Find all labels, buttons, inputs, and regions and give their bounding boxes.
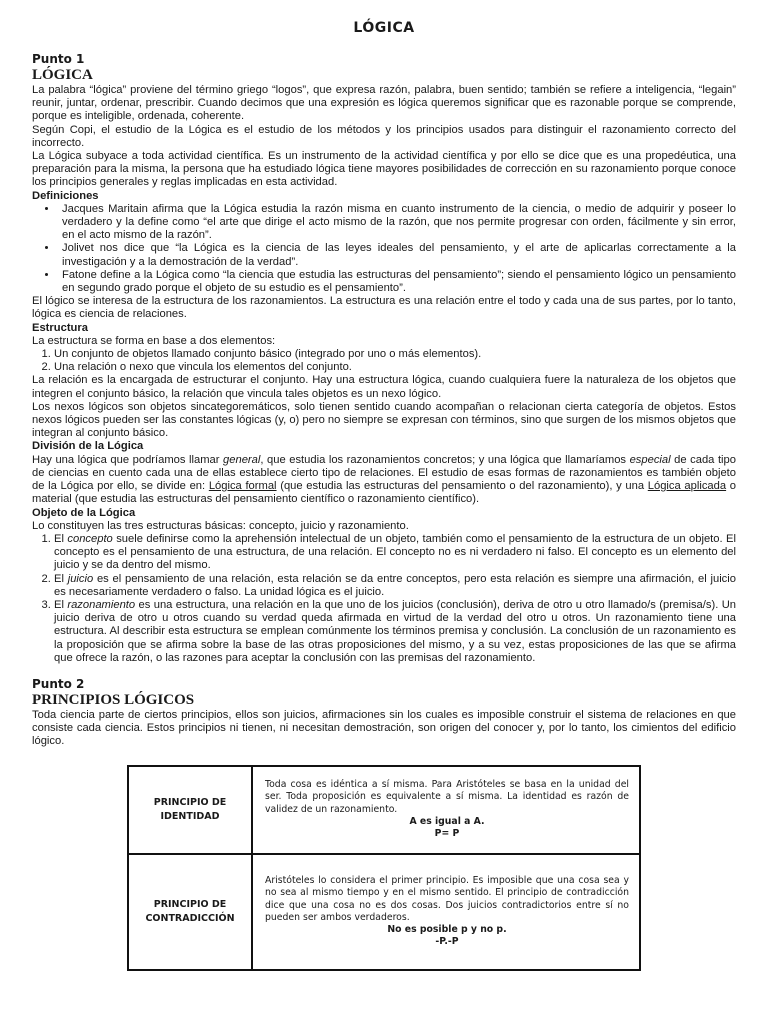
text-run: (que estudia las estructuras del pensamiento o del razonamiento), y una: [276, 480, 648, 493]
objeto-heading: Objeto de la Lógica: [32, 506, 136, 519]
list-item: • Fatone define a la Lógica como “la ciencia que estudia las estructuras del pensamiento”; siendo el pensamiento lógico un pensamiento en segundo grado porque el objeto de su estudio es el pensamiento”.: [58, 269, 736, 295]
punto1-label: Punto 1: [32, 52, 85, 66]
principle-name: PRINCIPIO DE IDENTIDAD: [128, 766, 252, 854]
term-juicio: juicio: [67, 572, 94, 585]
paragraph: La estructura se forma en base a dos elementos:: [32, 334, 276, 347]
paragraph: Toda ciencia parte de ciertos principios, ellos son juicios, afirmaciones sin los cuales es imposible construir el sistema de relaciones en que consiste cada ciencia. Estos principios ni tienen, ni necesitan demostración, son origen del conocer y, por lo tanto, los cimientos del edificio lógico.: [32, 708, 736, 748]
list-item: • Jacques Maritain afirma que la Lógica estudia la razón misma en cuanto instrumento de la ciencia, o medio de adquirir y poseer lo verdadero y la define como “el arte que dirige el acto mismo de la razón, que nos permite progresar con orden, fácilmente y sin error, en el acto mismo de la razón”.: [58, 203, 736, 243]
text-run: , que estudia los razonamientos concretos; y una lógica que llamaríamos: [260, 453, 630, 466]
paragraph: El lógico se interesa de la estructura de los razonamientos. La estructura es una relación entre el todo y cada una de sus partes, por lo tanto, lógica es ciencia de relaciones.: [32, 295, 736, 321]
paragraph: La palabra “lógica” proviene del término griego “logos”, que expresa razón, palabra, buen sentido; también se refiere a inteligencia, “legain” reunir, juntar, ordenar, prescribir. Cuando decimos que una expresión es lógica queremos significar que es razonable porque se comprende, porque es inteligible, ordenada, coherente.: [32, 84, 736, 123]
text-run: es una estructura, una relación en la que uno de los juicios (conclusión), deriva de otro u otro llamado/s (premisa/s). Un juicio deriva de otro u otros cuando su verdad queda afirmada en virtud de la verdad del otro u otros. Un razonamiento tiene una estructura. Al describir esta estructura se emplean comúnmente los términos premisa y conclusión. La conclusión de un razonamiento es la proposición que se afirma sobre la base de las otras proposiciones del mismo, y a su vez, estas proposiciones de las que se afirma que ofrece la razón, o las razones para aceptar la conclusión con las premisas del razonamiento.: [54, 598, 736, 664]
paragraph: Lo constituyen las tres estructuras básicas: concepto, juicio y razonamiento.: [32, 519, 409, 532]
paragraph: La Lógica subyace a toda actividad científica. Es un instrumento de la actividad científica y por ello se dice que es una propedéutica, una preparación para la misma, la persona que ha estudiado lógica tiene mayores posibilidades de corrección en su razonamiento porque conoce los principios generales y reglas implicadas en esta actividad.: [32, 150, 736, 189]
text-run: o material (que estudia las estructuras del pensamiento científico o razonamiento científico).: [32, 480, 736, 506]
text-run: El: [54, 598, 68, 611]
definiciones-heading: Definiciones: [32, 189, 99, 202]
text-run: suele definirse como la aprehensión intelectual de un objeto, también como el pensamiento de la estructura de un objeto. El concepto es el pensamiento de una estructura, de una relación. El concepto no es ni verdadero ni falso. El concepto es un elemento del juicio y se da dentro del mismo.: [54, 532, 736, 572]
principles-table: [127, 765, 641, 971]
principle-description: [252, 854, 640, 970]
principle-text: Toda cosa es idéntica a sí misma. Para Aristóteles se basa en la unidad del ser. Toda proposición es equivalente a sí misma. La identidad es razón de validez de un razonamiento.: [265, 778, 629, 815]
term-concepto: concepto: [67, 532, 113, 545]
list-item: [54, 599, 736, 665]
emphasis-general: general: [223, 453, 261, 466]
table-row: [128, 766, 640, 854]
list-item: 1. Un conjunto de objetos llamado conjunto básico (integrado por uno o más elementos).: [54, 348, 736, 361]
estructura-list: [32, 348, 736, 374]
list-item: • Jolivet nos dice que “la Lógica es la ciencia de las leyes ideales del pensamiento, y el arte de aplicarlas correctamente a la investigación y a la demostración de la verdad”.: [58, 242, 736, 268]
principle-name: PRINCIPIO DE CONTRADICCIÓN: [128, 854, 252, 970]
paragraph: Los nexos lógicos son objetos sincategoremáticos, solo tienen sentido cuando acompañan o relacionan cierta categoría de objetos. Estos nexos lógicos pueden ser las constantes lógicas (y, o) pero no siempre se expresan con términos, sino que surgen de los mismos objetos que integran al conjunto básico.: [32, 400, 736, 440]
text-run: El: [54, 572, 68, 585]
table-row: [128, 854, 640, 970]
text-run: es el pensamiento de una relación, esta relación se da entre conceptos, pero esta relación es siempre una afirmación, el juicio es necesariamente verdadero o falso. La unidad lógica es el juicio.: [54, 572, 736, 598]
principle-symbolic: -P.-P: [435, 936, 459, 948]
principle-symbolic: P= P: [434, 828, 460, 840]
definitions-list: [32, 203, 736, 295]
punto2-title: PRINCIPIOS LÓGICOS: [32, 691, 195, 708]
division-paragraph: [32, 454, 736, 507]
document-title: LÓGICA: [353, 20, 415, 36]
estructura-heading: Estructura: [32, 321, 88, 334]
emphasis-especial: especial: [629, 453, 671, 466]
punto2-label: Punto 2: [32, 676, 85, 691]
principle-formula: A es igual a A.: [409, 816, 485, 828]
principle-text: Aristóteles lo considera el primer principio. Es imposible que una cosa sea y no sea al mismo tiempo y en el mismo sentido. El principio de contradicción dice que una cosa no es dos cosas. Dos juicios contradictorios entre sí no pueden ser ambos verdaderos.: [265, 874, 629, 923]
paragraph: La relación es la encargada de estructurar el conjunto. Hay una estructura lógica, cuando cualquiera fuere la naturaleza de los objetos que integren el conjunto básico, la relación que vincula tales objetos es un nexo lógico.: [32, 374, 736, 400]
list-item: 2. Una relación o nexo que vincula los elementos del conjunto.: [54, 361, 736, 374]
document-page: [32, 0, 736, 971]
underline-logica-formal: Lógica formal: [208, 480, 277, 493]
objeto-list: [32, 533, 736, 665]
punto1-title: LÓGICA: [32, 67, 93, 83]
text-run: El: [54, 532, 68, 545]
text-run: de cada tipo de ciencias en cuento cada una de ellas establece cierto tipo de relaciones. El estudio de esas formas de razonamientos es también objeto de la Lógica por ello, se divide en:: [32, 453, 736, 493]
list-item: [54, 573, 736, 599]
division-heading: División de la Lógica: [32, 440, 144, 453]
principle-description: [252, 766, 640, 854]
underline-logica-aplicada: Lógica aplicada: [647, 480, 727, 493]
principle-formula: No es posible p y no p.: [387, 924, 507, 936]
text-run: Hay una lógica que podríamos llamar: [32, 453, 224, 466]
paragraph: Según Copi, el estudio de la Lógica es el estudio de los métodos y los principios usados para distinguir el razonamiento correcto del incorrecto.: [32, 123, 736, 149]
term-razonamiento: razonamiento: [67, 598, 136, 611]
list-item: [54, 533, 736, 573]
